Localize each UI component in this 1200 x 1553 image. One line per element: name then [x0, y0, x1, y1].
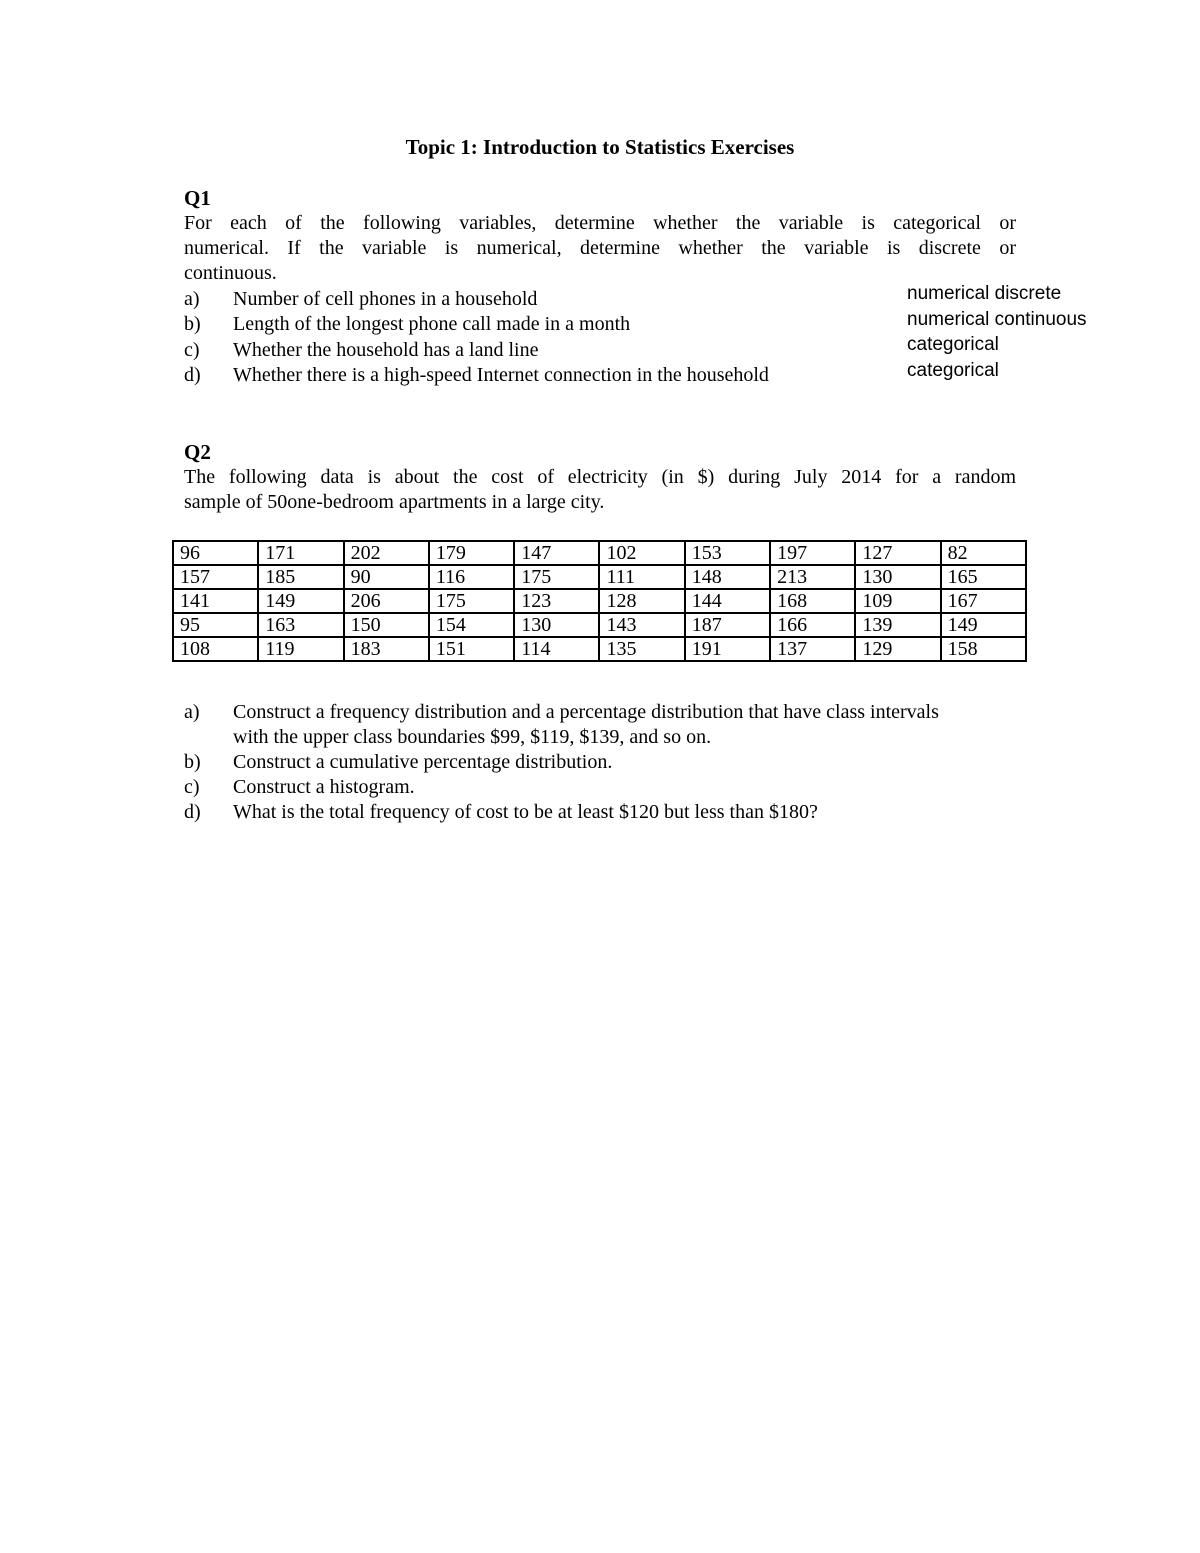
q1-answer-d: categorical [907, 360, 999, 381]
table-cell: 144 [685, 589, 770, 613]
q1-intro-line: For each of the following variables, determine whether the variable is categorical or [184, 212, 1016, 234]
item-label: a) [184, 701, 200, 723]
electricity-cost-table [172, 540, 1027, 662]
q2-intro-line: sample of 50one-bedroom apartments in a large city. [184, 491, 605, 513]
table-cell: 149 [258, 589, 343, 613]
table-cell: 130 [514, 613, 599, 637]
table-cell: 150 [344, 613, 429, 637]
q2-item-d [184, 800, 939, 825]
item-text: Construct a frequency distribution and a percentage distribution that have class intervals [233, 701, 939, 723]
table-cell: 154 [429, 613, 514, 637]
table-cell: 109 [855, 589, 940, 613]
table-cell: 148 [685, 565, 770, 589]
item-text: Whether the household has a land line [233, 339, 539, 361]
table-cell: 111 [599, 565, 684, 589]
table-cell: 183 [344, 637, 429, 661]
table-cell: 165 [941, 565, 1026, 589]
table-row [173, 565, 1026, 589]
table-cell: 123 [514, 589, 599, 613]
item-text: Whether there is a high-speed Internet connection in the household [233, 364, 769, 386]
table-cell: 137 [770, 637, 855, 661]
page-title: Topic 1: Introduction to Statistics Exercises [405, 135, 795, 159]
table-cell: 114 [514, 637, 599, 661]
item-label: c) [184, 776, 200, 798]
item-label: b) [184, 751, 201, 773]
q1-item-c [184, 338, 538, 363]
q2-item-a-continuation: with the upper class boundaries $99, $119, $139, and so on. [233, 726, 712, 748]
q2-item-b [184, 750, 939, 775]
q1-intro-line: continuous. [184, 262, 277, 284]
q1-item-a [184, 287, 537, 312]
item-label: b) [184, 313, 201, 335]
q1-answer-b: numerical continuous [907, 309, 1087, 330]
q1-item-d [184, 363, 769, 388]
table-cell: 175 [429, 589, 514, 613]
table-row [173, 637, 1026, 661]
table-cell: 129 [855, 637, 940, 661]
item-text: Construct a cumulative percentage distribution. [233, 751, 613, 773]
table-row [173, 589, 1026, 613]
table-cell: 116 [429, 565, 514, 589]
table-cell: 157 [173, 565, 258, 589]
table-cell: 95 [173, 613, 258, 637]
table-cell: 90 [344, 565, 429, 589]
table-cell: 128 [599, 589, 684, 613]
table-cell: 151 [429, 637, 514, 661]
q1-intro [184, 211, 1016, 286]
item-text: Number of cell phones in a household [233, 288, 538, 310]
q2-item-a [184, 700, 939, 725]
table-cell: 108 [173, 637, 258, 661]
q2-items [184, 700, 939, 825]
item-label: c) [184, 339, 200, 361]
table-cell: 82 [941, 541, 1026, 565]
table-cell: 141 [173, 589, 258, 613]
table-cell: 135 [599, 637, 684, 661]
table-cell: 185 [258, 565, 343, 589]
q2-heading: Q2 [184, 440, 211, 464]
q1-answer-a: numerical discrete [907, 283, 1062, 304]
table-cell: 143 [599, 613, 684, 637]
table-cell: 167 [941, 589, 1026, 613]
q1-heading: Q1 [184, 186, 211, 210]
table-cell: 139 [855, 613, 940, 637]
table-cell: 206 [344, 589, 429, 613]
table-cell: 119 [258, 637, 343, 661]
q2-intro-line: The following data is about the cost of electricity (in $) during July 2014 for a random [184, 466, 1016, 488]
q2-item-c [184, 775, 939, 800]
q1-intro-line: numerical. If the variable is numerical, determine whether the variable is discrete or [184, 237, 1016, 259]
table-cell: 168 [770, 589, 855, 613]
q1-answer-c: categorical [907, 334, 999, 355]
table-cell: 147 [514, 541, 599, 565]
table-cell: 96 [173, 541, 258, 565]
item-text: What is the total frequency of cost to be at least $120 but less than $180? [233, 801, 818, 823]
table-cell: 171 [258, 541, 343, 565]
item-label: a) [184, 288, 200, 310]
table-cell: 175 [514, 565, 599, 589]
item-text: Length of the longest phone call made in a month [233, 313, 631, 335]
q1-item-b [184, 312, 630, 337]
table-cell: 213 [770, 565, 855, 589]
item-text: Construct a histogram. [233, 776, 415, 798]
table-cell: 202 [344, 541, 429, 565]
table-cell: 127 [855, 541, 940, 565]
table-cell: 197 [770, 541, 855, 565]
q2-intro [184, 465, 1016, 515]
table-cell: 153 [685, 541, 770, 565]
table-cell: 166 [770, 613, 855, 637]
table-cell: 179 [429, 541, 514, 565]
item-label: d) [184, 364, 201, 386]
table-cell: 191 [685, 637, 770, 661]
table-cell: 149 [941, 613, 1026, 637]
table-row [173, 541, 1026, 565]
table-cell: 130 [855, 565, 940, 589]
table-cell: 163 [258, 613, 343, 637]
table-cell: 102 [599, 541, 684, 565]
item-label: d) [184, 801, 201, 823]
table-row [173, 613, 1026, 637]
table-cell: 158 [941, 637, 1026, 661]
table-cell: 187 [685, 613, 770, 637]
